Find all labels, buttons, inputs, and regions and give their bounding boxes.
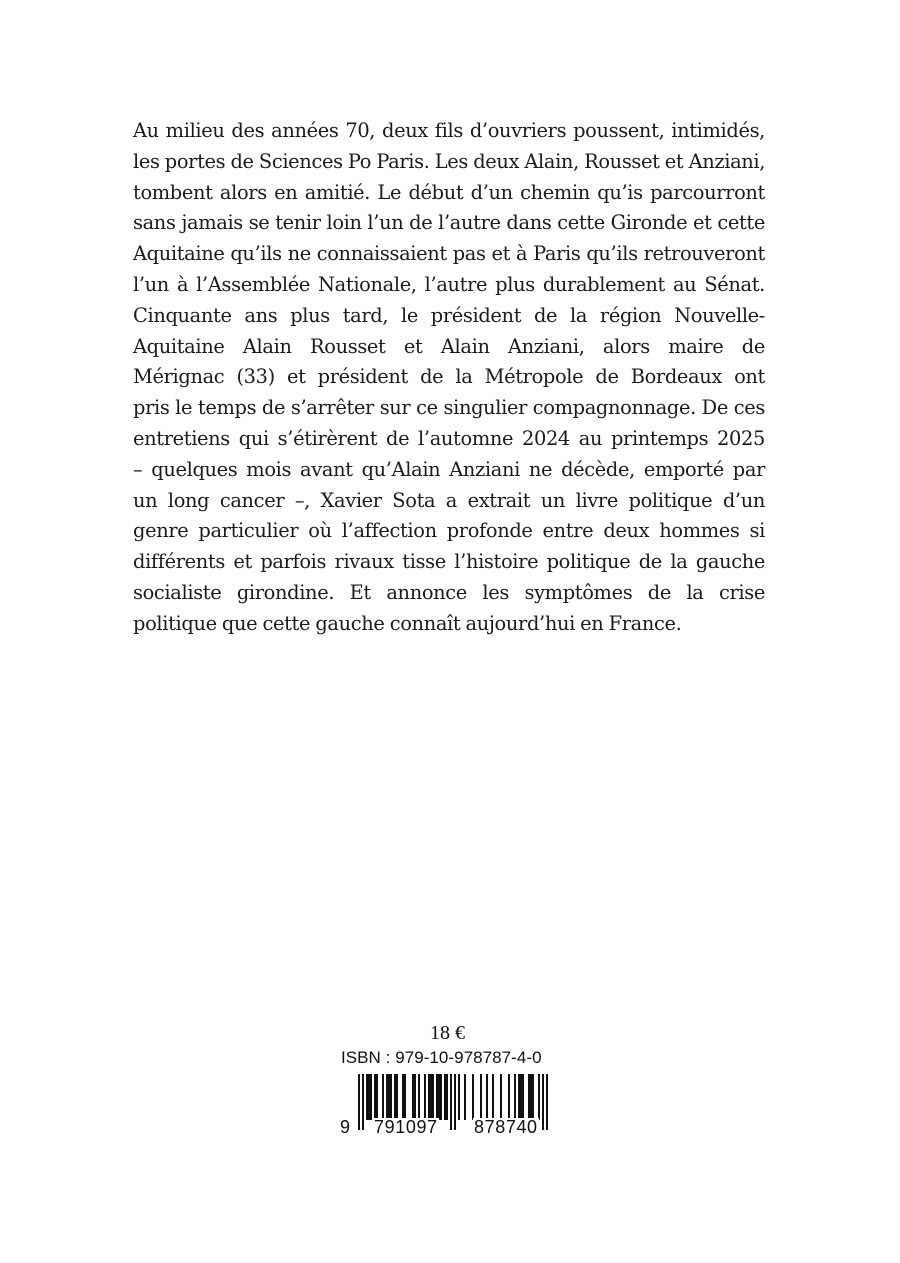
- blurb-line: tombent alors en amitié. Le début d’un chemin qu’is parcourront: [133, 180, 765, 204]
- barcode-bar: [440, 1074, 442, 1120]
- barcode-bar: [424, 1074, 426, 1120]
- barcode-guard-bar: [362, 1074, 364, 1130]
- barcode-bar: [414, 1074, 416, 1120]
- barcode-bar: [500, 1074, 502, 1120]
- barcode-bar: [402, 1074, 404, 1120]
- barcode-bar: [388, 1074, 390, 1120]
- blurb-line: Au milieu des années 70, deux fils d’ouvriers poussent, intimidés,: [133, 119, 765, 142]
- barcode-bar: [386, 1074, 388, 1120]
- barcode-bar: [530, 1074, 532, 1120]
- blurb-line: les portes de Sciences Po Paris. Les deux Alain, Rousset et Anziani,: [133, 149, 766, 173]
- barcode-bar: [444, 1074, 446, 1120]
- blurb-line: sans jamais se tenir loin l’un de l’autre dans cette Gironde et cette: [133, 211, 765, 235]
- blurb-line: différents et parfois rivaux tisse l’histoire politique de la gauche: [133, 550, 765, 574]
- barcode-bar: [366, 1074, 368, 1120]
- barcode-bar: [538, 1074, 540, 1120]
- barcode-bar: [418, 1074, 420, 1120]
- barcode-bar: [464, 1074, 466, 1120]
- barcode-guard-bar: [454, 1074, 456, 1130]
- barcode-bar: [374, 1074, 376, 1120]
- isbn-label: ISBN : 979-10-978787-4-0: [341, 1048, 542, 1067]
- barcode-bar: [518, 1074, 520, 1120]
- barcode-left-digits: 791097: [374, 1117, 438, 1137]
- barcode-bar: [436, 1074, 438, 1120]
- barcode-bar: [458, 1074, 460, 1120]
- price-label: 18 €: [430, 1022, 465, 1044]
- barcode-bar: [412, 1074, 414, 1120]
- barcode-bar: [446, 1074, 448, 1120]
- barcode-bar: [480, 1074, 482, 1120]
- barcode-bar: [486, 1074, 488, 1120]
- barcode-bar: [428, 1074, 430, 1120]
- barcode-bar: [370, 1074, 372, 1120]
- barcode-guard-bar: [542, 1074, 544, 1130]
- barcode-bar: [528, 1074, 530, 1120]
- barcode-bar: [438, 1074, 440, 1120]
- blurb-line: politique que cette gauche connaît aujourd’hui en France.: [133, 611, 682, 635]
- blurb-line: Cinquante ans plus tard, le président de la région Nouvelle-: [133, 303, 765, 327]
- back-cover-blurb: [133, 116, 765, 640]
- barcode-bar: [390, 1074, 392, 1120]
- barcode-bar: [472, 1074, 474, 1120]
- barcode-bar: [368, 1074, 370, 1120]
- barcode-bar: [432, 1074, 434, 1120]
- barcode-bar: [404, 1074, 406, 1120]
- blurb-line: l’un à l’Assemblée Nationale, l’autre plus durablement au Sénat.: [133, 272, 765, 296]
- barcode-bar: [532, 1074, 534, 1120]
- barcode-bar: [492, 1074, 494, 1120]
- barcode-bar: [430, 1074, 432, 1120]
- barcode-bar: [508, 1074, 510, 1120]
- blurb-line: socialiste girondine. Et annonce les symptômes de la crise: [133, 580, 765, 604]
- barcode-bar: [522, 1074, 524, 1120]
- blurb-line: Aquitaine Alain Rousset et Alain Anziani, alors maire de: [133, 334, 765, 358]
- blurb-line: – quelques mois avant qu’Alain Anziani ne décède, emporté par: [133, 457, 765, 481]
- barcode-bar: [382, 1074, 384, 1120]
- barcode-bar: [514, 1074, 516, 1120]
- barcode-bar: [394, 1074, 396, 1120]
- blurb-line: pris le temps de s’arrêter sur ce singulier compagnonnage. De ces: [133, 396, 765, 420]
- blurb-line: Aquitaine qu’ils ne connaissaient pas et à Paris qu’ils retrouveront: [133, 242, 765, 266]
- blurb-line: entretiens qui s’étirèrent de l’automne 2024 au printemps 2025: [133, 426, 765, 450]
- barcode-lead-digit: 9: [340, 1117, 351, 1137]
- blurb-line: genre particulier où l’affection profonde entre deux hommes si: [133, 519, 765, 543]
- barcode-guard-bar: [358, 1074, 360, 1130]
- barcode-guard-bar: [546, 1074, 548, 1130]
- barcode-bar: [396, 1074, 398, 1120]
- barcode-right-digits: 878740: [474, 1117, 538, 1137]
- barcode-bar: [376, 1074, 378, 1120]
- blurb-line: Mérignac (33) et président de la Métropole de Bordeaux ont: [133, 365, 765, 389]
- barcode-bar: [520, 1074, 522, 1120]
- ean13-barcode: [340, 1074, 576, 1138]
- barcode-guard-bar: [450, 1074, 452, 1130]
- blurb-line: un long cancer –, Xavier Sota a extrait un livre politique d’un: [133, 488, 765, 512]
